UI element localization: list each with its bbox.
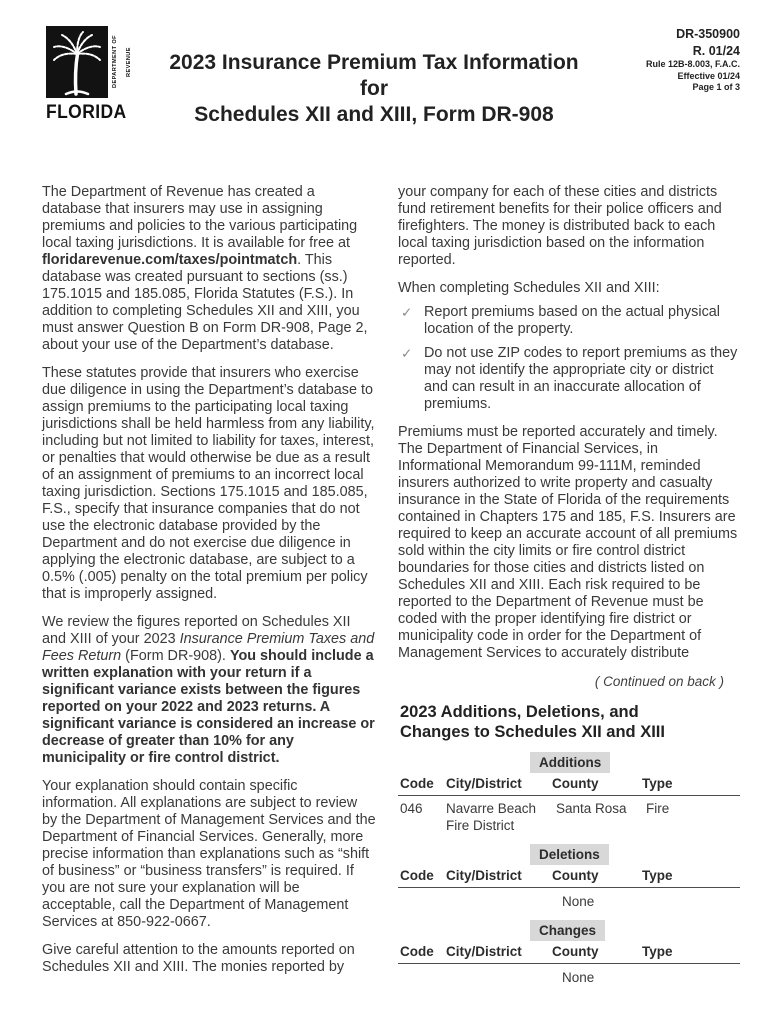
paragraph-text: (Form DR-908). <box>121 648 230 664</box>
column-header-code: Code <box>400 776 434 791</box>
deletions-label: Deletions <box>530 844 609 865</box>
column-header-city-district: City/District <box>446 868 522 883</box>
checklist-intro: When completing Schedules XII and XIII: <box>398 280 660 296</box>
column-header-city-district: City/District <box>446 944 522 959</box>
column-header-county: County <box>552 868 599 883</box>
column-header-city-district: City/District <box>446 776 522 791</box>
column-header-type: Type <box>642 944 673 959</box>
form-meta-block <box>618 26 740 94</box>
paragraph-careful-attention: Give careful attention to the amounts reported on Schedules XII and XIII. The monies reported by <box>42 942 355 975</box>
cell-none: None <box>562 894 595 909</box>
cell-code: 046 <box>400 801 423 816</box>
body-columns <box>0 184 770 987</box>
form-number: DR-350900 <box>676 27 740 41</box>
florida-dor-logo <box>46 26 130 121</box>
title-line-3: Schedules XII and XIII, Form DR-908 <box>194 103 554 126</box>
changes-table <box>398 920 740 986</box>
column-header-code: Code <box>400 868 434 883</box>
section-heading: 2023 Additions, Deletions, and Changes to Schedules XII and XIII <box>400 703 665 741</box>
paragraph-retirement-benefits: your company for each of these cities and districts fund retirement benefits for their police officers and firefighters. The money is distributed back to each local taxing jurisdiction based on the information reported. <box>398 184 722 268</box>
logo-emblem <box>46 26 130 98</box>
right-column <box>398 184 740 987</box>
continued-note: ( Continued on back ) <box>594 674 724 689</box>
variance-warning-bold: You should include a written explanation with your return if a significant variance exists between the figures reported on your 2022 and 2023 returns. A significant variance is considered an increase or decrease of greater than 10% for any municipality or fire control district. <box>42 648 375 766</box>
cell-type: Fire <box>646 801 670 816</box>
paragraph-variance <box>42 614 376 767</box>
table-header-row <box>398 775 740 796</box>
cell-county: Santa Rosa <box>556 801 627 816</box>
paragraph-premiums-reporting: Premiums must be reported accurately and timely. The Department of Financial Services, in Informational Memorandum 99-111M, reminded insurers authorized to write property and casualty insurance in the State of Florida of the requirements contained in Chapters 175 and 185, F.S. Insurers are required to keep an accurate account of all premiums sold within the city limits or fire control district boundaries for those cities and districts listed on Schedules XII and XIII. Each risk required to be reported to the Department of Revenue must be coded with the proper identifying fire district or municipality code in order for the Department of Management Services to accurately distribute <box>398 424 738 661</box>
palm-tree-icon <box>46 26 108 98</box>
checklist-item <box>398 345 740 413</box>
additions-table <box>398 752 740 834</box>
deletions-table <box>398 844 740 910</box>
table-row-none <box>398 888 740 910</box>
title-line-2: for <box>360 77 388 100</box>
column-header-county: County <box>552 944 599 959</box>
form-revision: R. 01/24 <box>692 43 740 58</box>
checklist-item-text: Report premiums based on the actual physical location of the property. <box>424 304 720 337</box>
left-column <box>42 184 376 987</box>
form-effective-date: Effective 01/24 <box>677 70 740 81</box>
logo-black-box <box>46 26 108 98</box>
title-line-1: 2023 Insurance Premium Tax Information <box>169 51 579 74</box>
return-title-italic: Insurance Premium Taxes and Fees Return <box>42 631 375 664</box>
paragraph-text: We review the figures reported on Schedules XII and XIII of your 2023 <box>42 614 351 647</box>
check-icon: ✓ <box>401 346 413 361</box>
paragraph-text: . This database was created pursuant to sections (ss.) 175.1015 and 185.085, Florida Statutes (F.S.). In addition to completing Schedules XII and XIII, you must answer Question B on Form DR-908, Page 2, about your use of the Department’s database. <box>42 252 368 353</box>
cell-city-district: Navarre Beach Fire District <box>446 801 537 833</box>
pointmatch-url-2: com/taxes/pointmatch <box>145 252 298 268</box>
deletions-label-row <box>398 844 740 865</box>
pointmatch-url: floridarevenue. <box>42 252 146 268</box>
document-title <box>130 50 618 128</box>
additions-label-row <box>398 752 740 773</box>
paragraph-text: The Department of Revenue has created a database that insurers may use in assigning premiums and policies to the various participating local taxing jurisdictions. It is available for free at <box>42 184 358 251</box>
document-header <box>0 0 770 128</box>
column-header-type: Type <box>642 868 673 883</box>
check-icon: ✓ <box>401 305 413 320</box>
column-header-county: County <box>552 776 599 791</box>
table-row-none <box>398 964 740 986</box>
logo-florida-text: FLORIDA <box>46 100 127 123</box>
column-header-type: Type <box>642 776 673 791</box>
additions-label: Additions <box>530 752 610 773</box>
form-rule: Rule 12B-8.003, F.A.C. <box>645 59 740 69</box>
paragraph-statutes: These statutes provide that insurers who exercise due diligence in using the Department’s database to assign premiums to the participating local taxing jurisdictions shall be held harmless from any liability, including but not limited to liability for taxes, interest, or penalties that would otherwise be due as a result of an assignment of premiums to an incorrect local taxing jurisdiction. Sections 175.1015 and 185.085, F.S., specify that insurance companies that do not use the electronic database provided by the Department and do not exercise due diligence in applying the electronic database, are subject to a 0.5% (.005) penalty on the total premium per policy that is improperly assigned. <box>42 365 375 602</box>
page-number: Page 1 of 3 <box>692 82 740 92</box>
paragraph-explanation: Your explanation should contain specific information. All explanations are subject to review by the Department of Management Services and the Department of Financial Services. Generally, more precise information than explanations such as “shift of business” or “business transfers” is required. If you are not sure your explanation will be acceptable, call the Department of Management Services at 850-922-0667. <box>42 778 376 930</box>
changes-label: Changes <box>530 920 605 941</box>
changes-label-row <box>398 920 740 941</box>
cell-none: None <box>562 970 595 985</box>
checklist-item-text: Do not use ZIP codes to report premiums as they may not identify the appropriate city or district and can result in an inaccurate allocation of premiums. <box>424 345 738 412</box>
table-header-row <box>398 943 740 964</box>
column-header-code: Code <box>400 944 434 959</box>
logo-department-text: DEPARTMENT OF REVENUE <box>112 35 132 89</box>
table-header-row <box>398 867 740 888</box>
paragraph-database <box>42 184 376 354</box>
checklist-item <box>398 304 740 338</box>
table-row <box>398 796 740 834</box>
